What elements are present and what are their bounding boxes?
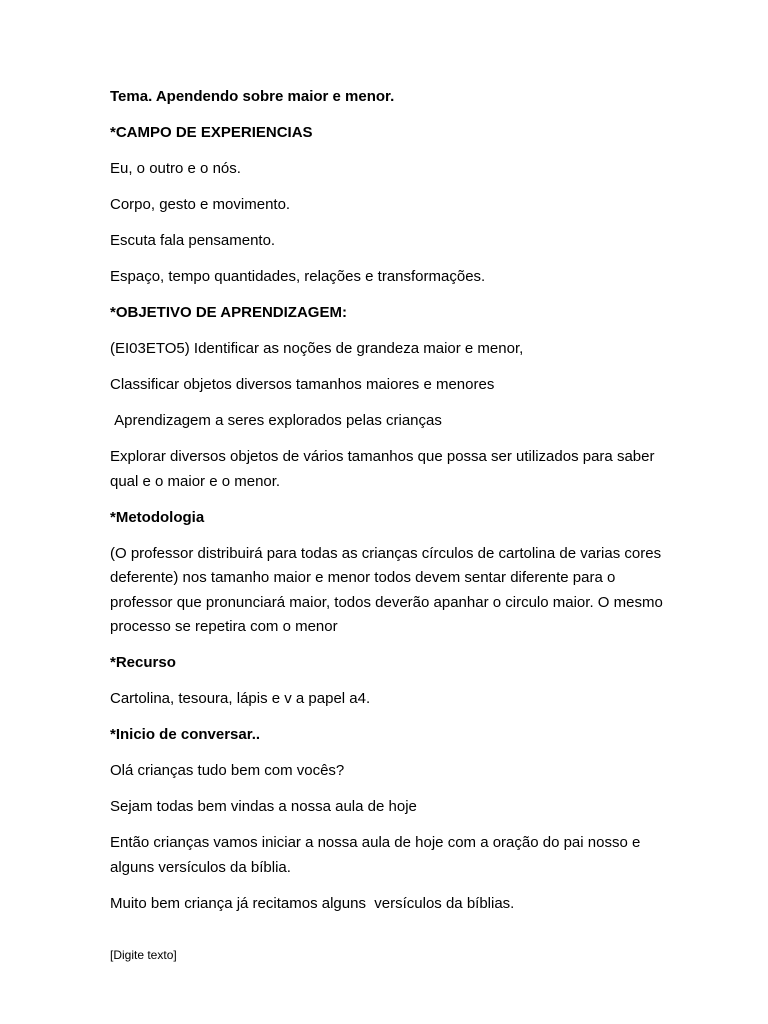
campo-item: Corpo, gesto e movimento. bbox=[110, 196, 291, 213]
campo-item: Espaço, tempo quantidades, relações e transformações. bbox=[110, 268, 486, 285]
tema-heading: Tema. Apendendo sobre maior e menor. bbox=[110, 88, 395, 105]
recurso-heading: *Recurso bbox=[110, 654, 176, 671]
objetivo-line: Aprendizagem a seres explorados pelas crianças bbox=[110, 412, 442, 429]
conversa-line: Sejam todas bem vindas a nossa aula de hoje bbox=[110, 798, 417, 815]
conversa-heading: *Inicio de conversar.. bbox=[110, 726, 261, 743]
document-body bbox=[110, 85, 670, 928]
metodologia-text: (O professor distribuirá para todas as crianças círculos de cartolina de varias cores deferente) nos tamanho maior e menor todos devem sentar diferente para o professor que pronunciará maior, todos deverão apanhar o circulo maior. O mesmo processo se repetira com o menor bbox=[110, 544, 667, 635]
objetivo-line: Classificar objetos diversos tamanhos maiores e menores bbox=[110, 376, 495, 393]
recurso-text: Cartolina, tesoura, lápis e v a papel a4. bbox=[110, 690, 371, 707]
objetivo-line: Explorar diversos objetos de vários tamanhos que possa ser utilizados para saber qual e o maior e o menor. bbox=[110, 448, 659, 490]
conversa-line: Então crianças vamos iniciar a nossa aula de hoje com a oração do pai nosso e alguns versículos da bíblia. bbox=[110, 834, 645, 876]
metodologia-heading: *Metodologia bbox=[110, 508, 205, 526]
conversa-line: Olá crianças tudo bem com vocês? bbox=[110, 762, 345, 779]
conversa-line: Muito bem criança já recitamos alguns versículos da bíblias. bbox=[110, 894, 515, 912]
campo-heading: *CAMPO DE EXPERIENCIAS bbox=[110, 124, 313, 141]
campo-item: Escuta fala pensamento. bbox=[110, 232, 276, 249]
footer-placeholder[interactable]: [Digite texto] bbox=[110, 948, 177, 962]
campo-item: Eu, o outro e o nós. bbox=[110, 160, 241, 177]
objetivo-line: (EI03ETO5) Identificar as noções de grandeza maior e menor, bbox=[110, 340, 524, 357]
objetivo-heading: *OBJETIVO DE APRENDIZAGEM: bbox=[110, 304, 347, 321]
